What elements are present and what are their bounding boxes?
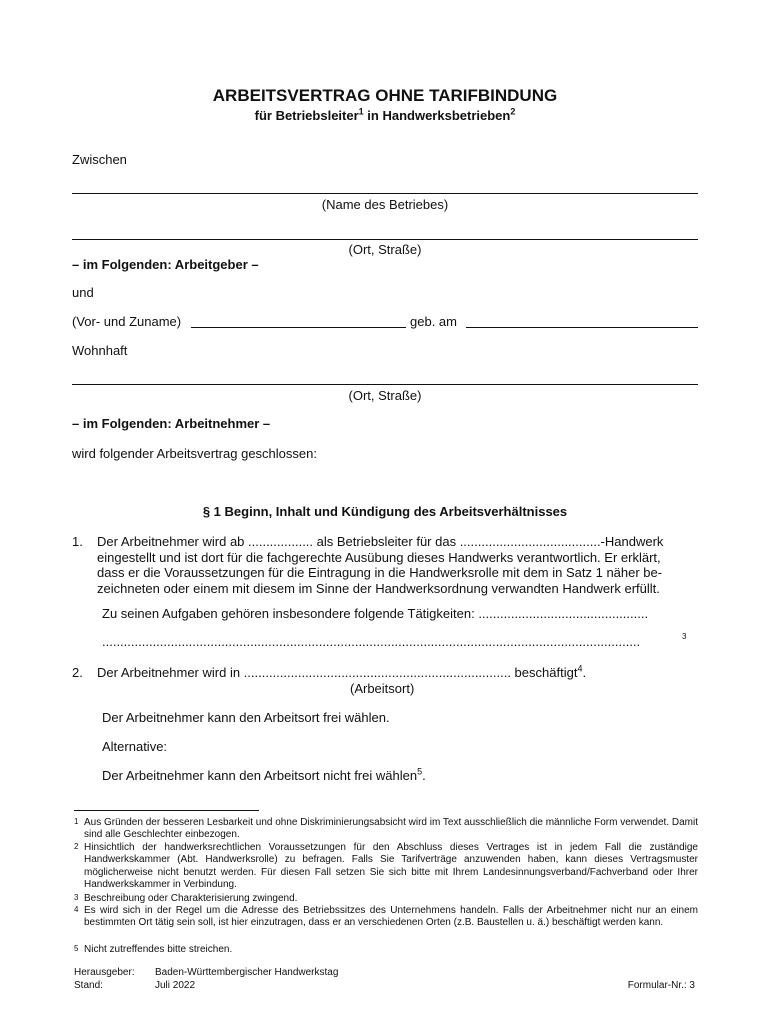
nicht-frei-body: Der Arbeitnehmer kann den Arbeitsort nicht frei wählen [102, 768, 418, 783]
footnote-ref-2: 2 [510, 106, 516, 117]
footnote-5 [74, 944, 698, 956]
alternative-label: Alternative: [102, 739, 168, 754]
geb-am-label: geb. am [410, 314, 457, 329]
und-label: und [72, 285, 94, 300]
vor-zuname-label: (Vor- und Zuname) [72, 314, 182, 329]
document-page: ARBEITSVERTRAG OHNE TARIFBINDUNG für Betriebsleiter$^1$ in Handwerksbetrieben$^2$ Zwischen (Name des Betriebes) (Ort, Straße) – im Folgenden: Arbeitgeber – und (Vor- und Zuname) geb. am Wohnhaft (Ort, Straße) – im Folgenden: Arbeitnehmer – wird folgender Arbeitsvertrag geschlossen: § 1 Beginn, Inhalt und Kündigung des Arbeitsverhältnisses 1. Der Arbeitnehmer wird ab .................. als Betriebsleiter für das .......................................-Handwerk eingestellt und ist dort für die fachgerechte Ausübung dieses Handwerks verantwortlich. Er erklärt, dass er die Voraussetzungen für die Eintragung in die Handwerksrolle mit dem in Satz 1 näher be- zeichneten oder einem mit diesem im Sinne der Handwerksordnung verwandten Handwerk erfüllt. Zu seinen Aufgaben gehören insbesondere folgende Tätigkeiten: ............................................... ..................................................................................................................................................... 3 2. Der Arbeitnehmer wird in .......................................................................... beschäftigt$^4$. (Arbeitsort) Der Arbeitnehmer kann den Arbeitsort frei wählen. Alternative: Der Arbeitnehmer kann den Arbeitsort nicht frei wählen$^5$. 1 Aus Gründen der besseren Lesbarkeit und ohne Diskriminierungsabsicht wird im Text ausschließlich die männliche Form verwendet. Damit sind alle Geschlechter einbezogen. 2 Hinsichtlich der handwerksrechtlichen Voraussetzungen für den Abschluss dieses Vertrages ist in jedem Fall die zuständige Handwerkskammer (Abt. Handwerksrolle) zu befragen. Falls Sie Tarifverträge anzuwenden haben, kann dieses Vertragsmuster möglicherweise nicht benutzt werden. Für diesen Fall setzen Sie sich bitte mit Ihrem Landesinnungsverband/Fachverband oder Ihrer Handwerkskammer in Verbindung. 3 Beschreibung oder Charakterisierung zwingend. 4 Es wird sich in der Regel um die Adresse des Betriebssitzes des Unternehmens handeln. Falls der Arbeitnehmer nicht nur an einem bestimmten Ort tätig sein soll, ist hier einzutragen, dass er an verschiedenen Orten (z.B. Baustellen u. ä.) beschäftigt werden kann. 5 Nicht zutreffendes bitte streichen. Herausgeber: Baden-Württembergischer Handwerkstag Stand: Juli 2022 Formular-Nr.: 3 [0, 0, 770, 1024]
item-2-body: Der Arbeitnehmer wird in .......................................................................... beschäftigt [97, 665, 578, 680]
nicht-frei-end: . [422, 768, 426, 783]
item-1-line: dass er die Voraussetzungen für die Eintragung in die Handwerksrolle mit dem in Satz 1 näher be- [97, 565, 663, 580]
footnote-1 [74, 817, 698, 842]
footnote-text: Hinsichtlich der handwerksrechtlichen Voraussetzungen für den Abschluss dieses Vertrages ist in jedem Fall die zuständige Handwerkskammer (Abt. Handwerksrolle) zu befragen. Falls Sie Tarifverträge anzuwenden haben, kann dieses Vertragsmuster möglicherweise nicht benutzt werden. Für diesen Fall setzen Sie sich bitte mit Ihrem Landesinnungsverband/Fachverband oder Ihrer Handwerkskammer in Verbindung. [84, 842, 698, 891]
item-1-number: 1. [72, 534, 83, 549]
aufgaben-text: Zu seinen Aufgaben gehören insbesondere folgende Tätigkeiten: ............................................... [102, 606, 649, 621]
footnote-text: Beschreibung oder Charakterisierung zwingend. [84, 893, 298, 904]
footnote-number: 1 [74, 817, 79, 826]
herausgeber-value: Baden-Württembergischer Handwerkstag [155, 967, 339, 978]
footnote-ref-1: 1 [358, 106, 364, 117]
arbeitnehmer-label: – im Folgenden: Arbeitnehmer – [72, 416, 271, 431]
footnote-3 [74, 893, 698, 905]
item-1-paragraph [97, 534, 698, 596]
wohnhaft-label: Wohnhaft [72, 343, 128, 358]
footnote-ref-4: 4 [577, 663, 583, 674]
frei-waehlen-text: Der Arbeitnehmer kann den Arbeitsort frei wählen. [102, 710, 390, 725]
document-subtitle [0, 108, 770, 123]
aufgaben-dots: ..................................................................................................................................................... [102, 634, 641, 649]
footnote-4 [74, 905, 698, 930]
wohnort-line[interactable] [72, 384, 698, 385]
footnote-number: 3 [74, 893, 79, 902]
section-1-heading: § 1 Beginn, Inhalt und Kündigung des Arbeitsverhältnisses [202, 504, 568, 519]
footnote-number: 2 [74, 842, 79, 851]
betrieb-address-line[interactable] [72, 239, 698, 240]
betrieb-name-caption: (Name des Betriebes) [321, 197, 449, 212]
item-1-line: Der Arbeitnehmer wird ab .................. als Betriebsleiter für das .......................................-Handwerk [97, 534, 664, 549]
item-2-end: . [582, 665, 587, 680]
footnote-number: 5 [74, 944, 79, 953]
footnote-text: Aus Gründen der besseren Lesbarkeit und ohne Diskriminierungsabsicht wird im Text ausschließlich die männliche Form verwendet. Damit sind alle Geschlechter einbezogen. [84, 817, 698, 841]
nicht-frei-text [102, 768, 426, 784]
footnote-ref-5: 5 [417, 766, 423, 777]
herausgeber-label: Herausgeber: [74, 967, 135, 978]
formular-number: Formular-Nr.: 3 [627, 980, 695, 991]
betrieb-address-caption: (Ort, Straße) [348, 242, 422, 257]
item-2-number: 2. [72, 665, 83, 680]
subtitle-text: für Betriebsleiter [254, 108, 359, 123]
footnote-text: Es wird sich in der Regel um die Adresse des Betriebssitzes des Unternehmens handeln. Falls der Arbeitnehmer nicht nur an einem bestimmten Ort tätig sein soll, ist hier einzutragen, dass er an verschiedenen Orten (z.B. Baustellen u. ä.) beschäftigt werden kann. [84, 905, 698, 929]
arbeitsort-caption: (Arbeitsort) [350, 681, 415, 696]
geschlossen-text: wird folgender Arbeitsvertrag geschlossen: [72, 446, 317, 461]
betrieb-name-line[interactable] [72, 193, 698, 194]
vor-zuname-field[interactable] [191, 327, 406, 328]
stand-value: Juli 2022 [155, 980, 196, 991]
item-1-line: eingestellt und ist dort für die fachgerechte Ausübung dieses Handwerks verantwortlich. Er erklärt, [97, 549, 661, 565]
item-2-text [97, 665, 586, 681]
footnote-separator [74, 810, 259, 811]
geb-am-field[interactable] [466, 327, 698, 328]
footnote-2 [74, 842, 698, 892]
arbeitgeber-label: – im Folgenden: Arbeitgeber – [72, 257, 259, 272]
zwischen-label: Zwischen [72, 152, 127, 167]
subtitle-text-2: in Handwerksbetrieben [363, 108, 511, 123]
wohnort-caption: (Ort, Straße) [348, 388, 422, 403]
item-1-line: zeichneten oder einem mit diesem im Sinne der Handwerksordnung verwandten Handwerk erfüllt. [97, 580, 660, 596]
footnote-number: 4 [74, 905, 79, 914]
stand-label: Stand: [74, 980, 103, 991]
document-title: ARBEITSVERTRAG OHNE TARIFBINDUNG [212, 86, 558, 105]
footnote-text: Nicht zutreffendes bitte streichen. [84, 944, 233, 955]
